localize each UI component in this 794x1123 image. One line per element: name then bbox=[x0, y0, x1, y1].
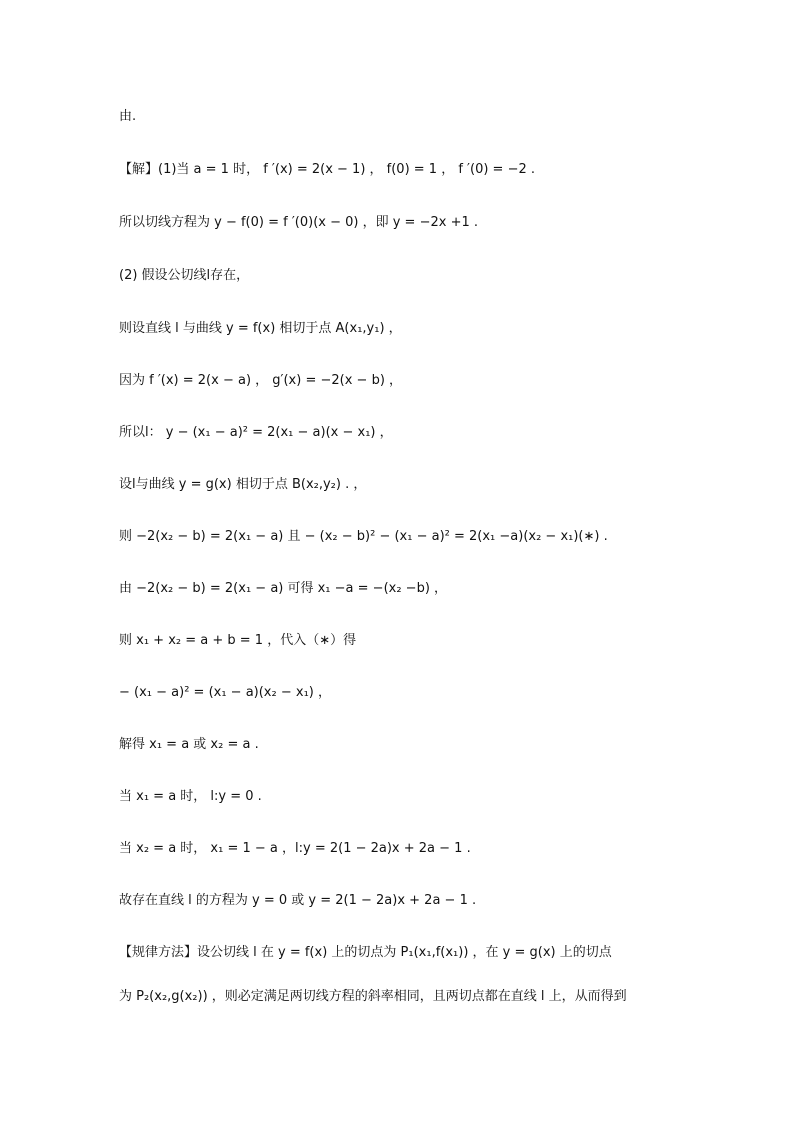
method-line-1: 【规律方法】设公切线 l 在 y = f(x) 上的切点为 P₁(x₁,f(x₁)) ，在 y = g(x) 上的切点 bbox=[119, 945, 612, 960]
text-line-8: 设l与曲线 y = g(x) 相切于点 B(x₂,y₂) . ， bbox=[119, 477, 367, 492]
text-line-5: 则设直线 l 与曲线 y = f(x) 相切于点 A(x₁,y₁) ， bbox=[119, 321, 402, 336]
text-line-9: 则 −2(x₂ − b) = 2(x₁ − a) 且 − (x₂ − b)² − (x₁ − a)² = 2(x₁ −a)(x₂ − x₁)(∗) . bbox=[119, 529, 608, 544]
text-line-15: 当 x₂ = a 时， x₁ = 1 − a ，l:y = 2(1 − 2a)x + 2a − 1 . bbox=[119, 841, 471, 856]
text-line-7: 所以l： y − (x₁ − a)² = 2(x₁ − a)(x − x₁) ， bbox=[119, 425, 393, 440]
method-line-2: 为 P₂(x₂,g(x₂)) ，则必定满足两切线方程的斜率相同，且两切点都在直线 l 上，从而得到 bbox=[119, 989, 627, 1004]
text-line-10: 由 −2(x₂ − b) = 2(x₁ − a) 可得 x₁ −a = −(x₂ −b) ， bbox=[119, 581, 448, 596]
text-line-13: 解得 x₁ = a 或 x₂ = a . bbox=[119, 737, 259, 752]
tangent-equation-line: 所以切线方程为 y − f(0) = f ′(0)(x − 0) ，即 y = −2x +1 . bbox=[119, 215, 479, 230]
text-line-11: 则 x₁ + x₂ = a + b = 1 ，代入（∗）得 bbox=[119, 633, 357, 648]
solution-part1-line: 【解】(1)当 a = 1 时， f ′(x) = 2(x − 1) ， f(0) = 1 ， f ′(0) = −2 . bbox=[119, 162, 536, 177]
text-line-12: − (x₁ − a)² = (x₁ − a)(x₂ − x₁) ， bbox=[119, 685, 331, 700]
solution-part2-line: (2) 假设公切线l存在， bbox=[119, 268, 250, 283]
text-line-14: 当 x₁ = a 时， l:y = 0 . bbox=[119, 789, 262, 804]
text-line-6: 因为 f ′(x) = 2(x − a) ， g′(x) = −2(x − b) ， bbox=[119, 373, 403, 388]
text-line-1: 由. bbox=[119, 109, 137, 124]
conclusion-line: 故存在直线 l 的方程为 y = 0 或 y = 2(1 − 2a)x + 2a − 1 . bbox=[119, 893, 477, 908]
